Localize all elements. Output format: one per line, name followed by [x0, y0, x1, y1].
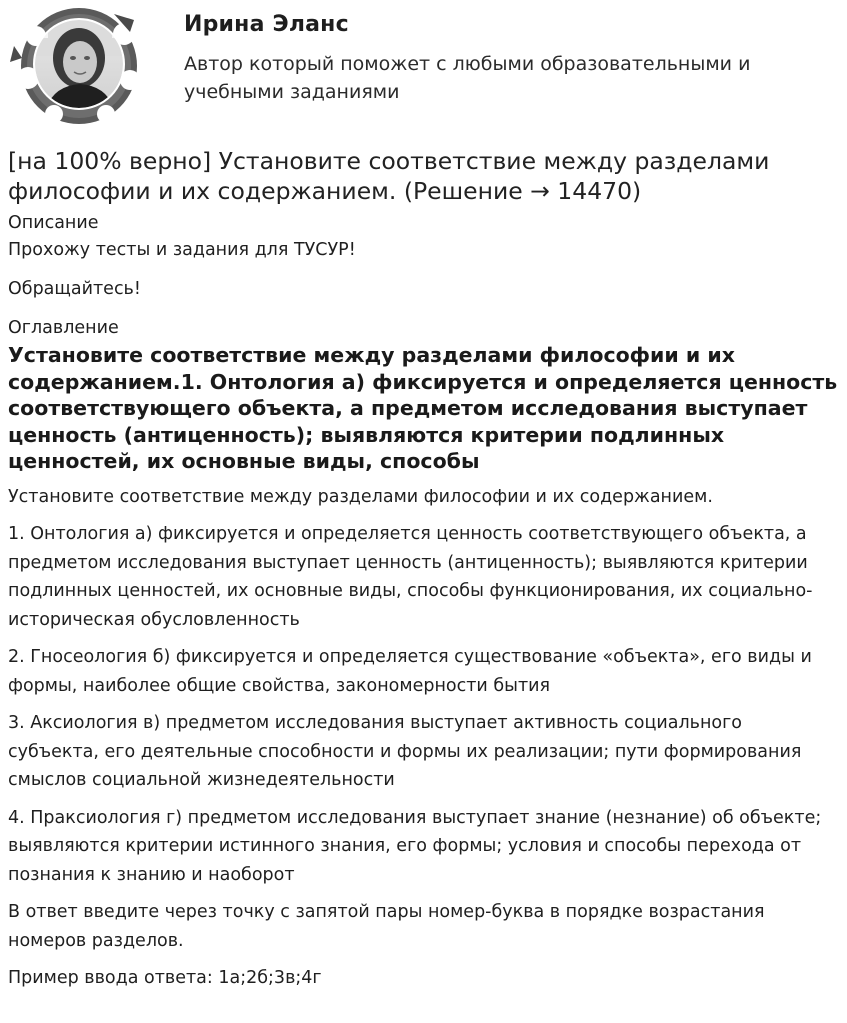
description-label: Описание [8, 213, 99, 233]
task-intro: Установите соответствие между разделами философии и их содержанием. [8, 486, 713, 507]
description-line: Прохожу тесты и задания для ТУСУР! [8, 240, 356, 260]
task-instruction: В ответ введите через точку с запятой пары номер-буква в порядке возрастания номеров разделов. [8, 902, 765, 951]
task-item: 3. Аксиология в) предметом исследования выступает активность социального субъекта, его деятельные способности и формы их реализации; пути формирования смыслов социальной жизнедеятельности [8, 713, 802, 790]
task-example: Пример ввода ответа: 1а;2б;3в;4г [8, 968, 322, 988]
author-name[interactable]: Ирина Эланс [184, 12, 349, 37]
author-description: Автор который поможет с любыми образовательными и учебными заданиями [184, 53, 751, 103]
page-title: [на 100% верно] Установите соответствие между разделами философии и их содержанием. (Решение → 14470) [8, 147, 770, 205]
task-item: 1. Онтология а) фиксируется и определяется ценность соответствующего объекта, а предметом исследования выступает ценность (антиценность); выявляются критерии подлинных ценностей, их основные виды, способы функционирования, их социально-историческая обусловленность [8, 524, 813, 630]
toc-label: Оглавление [8, 318, 119, 338]
task-item: 4. Праксиология г) предметом исследования выступает знание (незнание) об объекте; выявляются критерии истинного знания, его формы; условия и способы перехода от познания к знанию и наоборот [8, 807, 822, 885]
main-content [8, 146, 838, 1002]
author-header [0, 0, 847, 130]
description-line: Обращайтесь! [8, 279, 141, 299]
avatar-image [6, 6, 152, 126]
avatar[interactable] [6, 6, 152, 126]
task-item: 2. Гносеология б) фиксируется и определяется существование «объекта», его виды и формы, наиболее общие свойства, закономерности бытия [8, 647, 812, 696]
toc-title-link[interactable]: Установите соответствие между разделами философии и их содержанием.1. Онтология а) фиксируется и определяется ценность соответствующего объекта, а предметом исследования выступает ценность (антиценность); выявляются критерии подлинных ценностей, их основные виды, способы [8, 343, 838, 473]
